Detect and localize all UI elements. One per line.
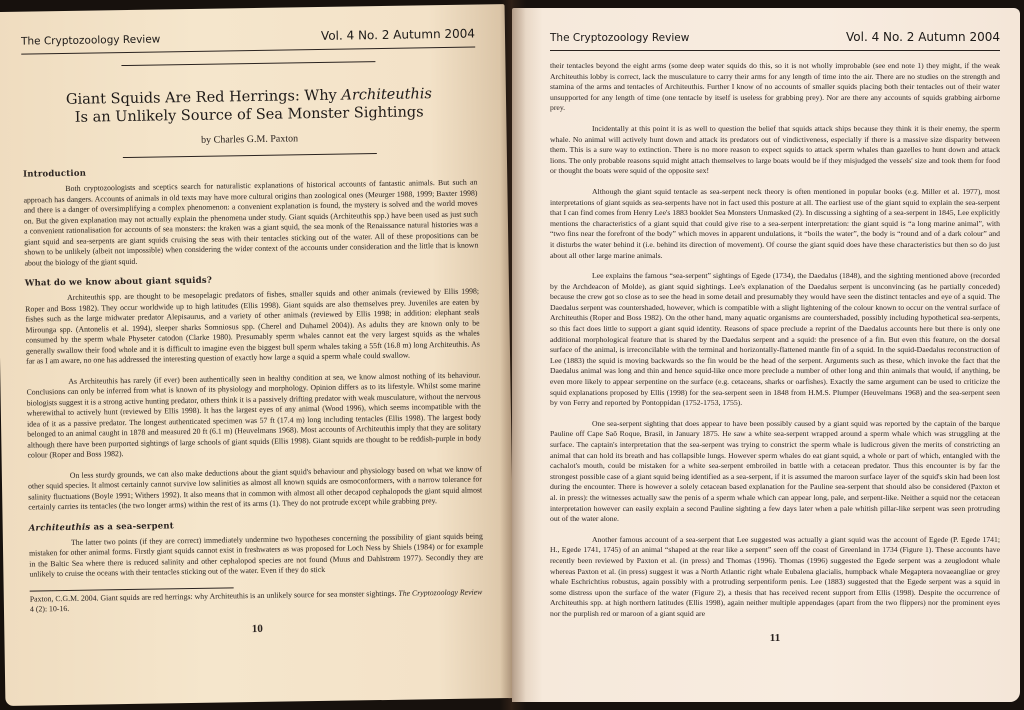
citation-text: Paxton, C.G.M. 2004. Giant squids are red herrings: why Architeuthis is an unlikely source for sea monster sightings. — [29, 588, 399, 604]
left-page — [0, 4, 515, 706]
title-italic-genus: Architeuthis — [341, 86, 433, 104]
paragraph: their tentacles beyond the eight arms (some deep water squids do this, so it is not wholly improbable (see end note 1) they might, if the weak Architeuthis lobby is correct, lack the musculature to carry their arms for any length of time into the air. There are no studies on the strength and stamina of the arms and tentacles of Architeuthis. Further I know of no accounts of smaller squids placing both their tentacles out of their water unsupported for any length of time (one tentacle by itself is useless for grabbing prey). Nor are there any accounts of squids grabbing airborne prey. — [550, 61, 1000, 113]
paragraph: As Architeuthis has rarely (if ever) been authentically seen in healthy condition at sea, we know almost nothing of its behaviour. Conclusions can only be inferred from what is known of its physiology and morphology. Opinion differs as to its lifestyle. Whilst some marine biologists suggest it is a strong active hunting predator, others think it is a passively drifting predator with weak musculature, without the nervous wherewithal to actively hunt (reviewed by Ellis 1998). It has the largest eyes of any animal (Wood 1996), which seems incompatible with the idea of it as a passive predator. The longest authenticated specimen was 57 ft (17.4 m) long including tentacles (Ellis 1998). The largest body belonged to an animal caught in 1878 and measured 20 ft (6.1 m) (Heuvelmans 1968). Most accounts of Architeuthis imply that they are solitary although there have been purported sightings of large schools of giant squids (Ellis 1998). Giant squids are thought to be reddish-purple in body colour (Roper and Boss 1982). — [26, 369, 482, 460]
paragraph: Architeuthis spp. are thought to be mesopelagic predators of fishes, smaller squids and other animals (reviewed by Ellis 1998; Roper and Boss 1982). They occur worldwide up to high latitudes (Ellis 1998). Giant squids are also themselves prey. Juveniles are eaten by fishes such as the large midwater predator Alepisaurus, and a variety of other animals (reviewed by Ellis 1998; in addition: elephant seals Mirounga spp. (Antonelis et al. 1994), sleeper sharks Somniosus spp. (Cherel and Duhamel 2004)). As adults they are known only to be consumed by the sperm whale Physeter catodon (Clarke 1980). Presumably sperm whales cannot eat the very largest squids as the whales generally swallow their food whole and it is difficult to imagine even the biggest bull sperm whales taking a 55ft (16.8 m) long Architeuthis. As far as I am aware, no one has addressed the interesting question of exactly how large a squid a sperm whale could swallow. — [25, 286, 480, 366]
paragraph: Lee explains the famous “sea-serpent” sightings of Egede (1734), the Daedalus (1848), and the sighting mentioned above (recorded by the Archdeacon of Molde), as giant squid sightings. Lee's explanation of the Daedalus serpent is unconvincing (as he partially conceded) because the crew got so close as to see the head in some detail and presumably they would have seen the distinct tentacles and eye of a squid. The Daedalus serpent was countershaded, however, which is compatible with a slight lightening of the colour known to occur on the ventral surface of Architeuthis (Roper and Boss 1982). On the other hand, many aquatic organisms are countershaded, possibly including hypothetical sea-serpents, so this fact does little to support a giant squid identity. Reasons of space preclude a reprint of the Daedalus accounts here but there is only one additional morphological feature that is shared by the Daedalus serpent and a squid: the presence of a fin. But even this feature, on the dorsal surface of the animal, is irreconcilable with the terminal and horizontally-flattened mantle fin of a squid. In the squid-Daedalus reconstruction of Lee (1883) the squid is moving backwards so the fin would be the head of the serpent. Arguments such as these, which invoke the fact that the Daedalus animal was long and thin and hence squid-like once more preclude a number of other long and thin animals that would, if anything, be even more likely to appear serpentine on the surface (e.g. cetaceans, sharks or oarfishes). Exactly the same argument can be used to criticize the squid explanations proposed by Ellis (1998) for the sea-serpent seen in 1848 from H.M.S. Plumper (Heuvelmans 1968) and the sea-serpent seen by von Ferry and reported by Pontoppidan (1752-1753, 1755). — [550, 271, 1000, 408]
title-line1: Giant Squids Are Red Herrings: Why — [65, 87, 342, 108]
heading-rest: as a sea-serpent — [90, 520, 174, 533]
issue-label: Vol. 4 No. 2 Autumn 2004 — [320, 26, 476, 43]
header-rule — [550, 50, 1000, 51]
paragraph: Another famous account of a sea-serpent that Lee suggested was actually a giant squid was the account of Egede (P. Egede 1741; H., Egede 1741, 1745) of an animal “shaped at the rear like a serpent” seen off the coast of Greenland in 1734 (Figure 1). These accounts have recently been reviewed by Paxton et al. (in press) and Thomas (1996). Thomas (1996) suggested the Egede serpent was a zeuglodont whale whereas Paxton et al. (in press) suggest it was a North Atlantic right whale Eubalena glacialis, humpback whale Megaptera novaeangliae or grey whale Eschrichtius robustus, again possibly with a protruding serpentiform penis. Lee (1883) suggested that the Egede serpent was a squid in some distress upon the surface of the water (Figure 2), a thesis that has received recent support from Ellis (1998). Despite the occurrence of Architeuthis spp. at high northern latitudes (Ellis 1998), again neither multiple appendages (apart from the two flippers) nor the prominent eyes nor the purplish red or maroon of a giant squid are — [550, 534, 1000, 618]
paragraph: The latter two points (if they are correct) immediately undermine two hypotheses concerning the possibility of giant squids being mistaken for other animal forms. Firstly giant squids cannot exist in freshwaters as was proposed for Loch Ness by Shiels (1984) or for example in the Baltic Sea where there is reduced salinity and other cephalopod species are not found (Muus and Dahlstrøm 1977). Secondly they are unlikely to cruise the oceans with their tentacles sticking out of the water. Even if they do stick — [29, 530, 484, 579]
article-title — [22, 84, 477, 127]
paragraph: One sea-serpent sighting that does appear to have been possibly caused by a giant squid was reported by the captain of the barque Pauline off Cape Saõ Roque, Brasil, in January 1875. He saw a white sea-serpent wrapped around a sperm whale which was struggling at the surface. The captain's interpretation that the sea-serpent was trying to constrict the sperm whale is ludicrous given the merits of constricting an animal that can hold its breath and has collapsible lungs. However sperm whales do eat giant squid, a whole or part of which, entangled with the cachalot's mouth, could be mistaken for a white sea-serpent embroiled in battle with a cetacean predator. Thus this encounter is by far the strongest possible case of a giant squid being identified as a sea-serpent, if it is assumed the maroon surface layer of the squid's skin had been lost during the encounter. There is however a solely cetacean based explanation for the Pauline sea-serpent that should also be considered (Paxton et al. in press): the witnesses actually saw the penis of a sperm whale which can appear long, pale, and serpent-like. Neither a squid nor the cetacean interpretation however can easily explain a second Pauline sighting a few days later when a pale whitish pillar-like serpent was seen protruding out of the water alone. — [550, 418, 1000, 524]
running-head-left — [21, 27, 475, 48]
journal-name: The Cryptozoology Review — [20, 33, 161, 48]
issue-label: Vol. 4 No. 2 Autumn 2004 — [846, 30, 1000, 44]
paragraph: Incidentally at this point it is as well to question the belief that squids attack ships because they think it is their enemy, the sperm whale. No animal will actively hunt down and attack its predators out of vindictiveness, especially if there is a massive size disparity between them. This is a sure way to extinction. There is no more reason to expect squids to attack sperm whales than gazelles to hunt down and attack lions. The only probable reasons squid might attach themselves to large boats would be if they misjudged the vessels' size and took them for food or thought the boats were squid of the opposite sex! — [550, 123, 1000, 176]
journal-name: The Cryptozoology Review — [550, 32, 690, 44]
paragraph: Although the giant squid tentacle as sea-serpent neck theory is often mentioned in popular books (e.g. Miller et al. 1977), most interpretations of giant squids as sea-serpents have not in fact used this posture at all. The earliest use of the giant squid to explain the sea-serpent that I can find comes from Henry Lee's 1883 booklet Sea Monsters Unmasked (2). In discussing a sighting of a sea-serpent in 1845, Lee explicitly mentions the characteristics of a giant squid that could give rise to a sea-serpent interpretation: the giant squid is “a long marine animal”, with “two fins near the forefront of the body” which moves in apparent undulations, it “boils the water”, the body is “round and of a dark colour” and it disturbs the water behind it (i.e. behind its direction of movement). Of course the giant squid does have these characteristics but then so do just about all other large marine animals. — [550, 186, 1000, 260]
title-rule-bottom — [123, 153, 377, 158]
citation-volume: 4 (2): 10-16. — [29, 603, 70, 614]
heading-italic-genus: Architeuthis — [28, 522, 91, 534]
title-line2: Is an Unlikely Source of Sea Monster Sightings — [74, 104, 424, 126]
header-rule — [21, 47, 475, 55]
section-heading-introduction: Introduction — [23, 168, 87, 180]
section-heading-what-we-know: What do we know about giant squids? — [24, 275, 213, 289]
section-heading-sea-serpent — [29, 516, 483, 533]
byline: by Charles G.M. Paxton — [201, 133, 299, 146]
paragraph: On less sturdy grounds, we can also make deductions about the giant squid's behaviour and physiology based on what we know of other squid species. It almost certainly cannot survive low salinities as almost all known squids are osmoconformers, with a narrow tolerance for salinity fluctuations (Boyle 1991; Withers 1992). It also means that in common with almost all other decapod cephalopods the giant squid almost certainly carries its tentacles (the two longer arms) within the rest of its arms (1). They do not protrude except while grabbing prey. — [27, 463, 483, 512]
page-number: 11 — [769, 631, 781, 644]
citation-journal: The Cryptozoology Review — [398, 586, 483, 598]
citation-footnote — [30, 587, 484, 614]
right-page — [512, 8, 1020, 702]
page-number: 10 — [251, 622, 263, 635]
running-head-right — [550, 30, 1000, 44]
title-block — [21, 60, 476, 160]
paragraph: Both cryptozoologists and sceptics search for naturalistic explanations of historical accounts of fantastic animals. But such an approach has dangers. Accounts of animals in old texts may have more cultural origins than zoological ones (Meurger 1988, 1999; Baxter 1998) and there is a danger of oversimplifying a complex phenomenon: a convenient explanation is found, the mystery is solved and the world moves on. But the given explanation may not actually explain the phenomena under study. Giant squids (Architeuthis spp.) have been used as just such a convenient rationalisation for accounts of sea monsters: the kraken was a giant squid, the sea monk of the Renaissance natural histories was a giant squid and sea-serpents are giant squids cruising the seas with their tentacles sticking out of the water. All of these propositions can be shown to be unlikely (albeit not impossible) when considering the wider context of the accounts under consideration and the little that is known about the biology of the giant squid. — [23, 177, 479, 268]
title-rule-top — [121, 61, 375, 66]
